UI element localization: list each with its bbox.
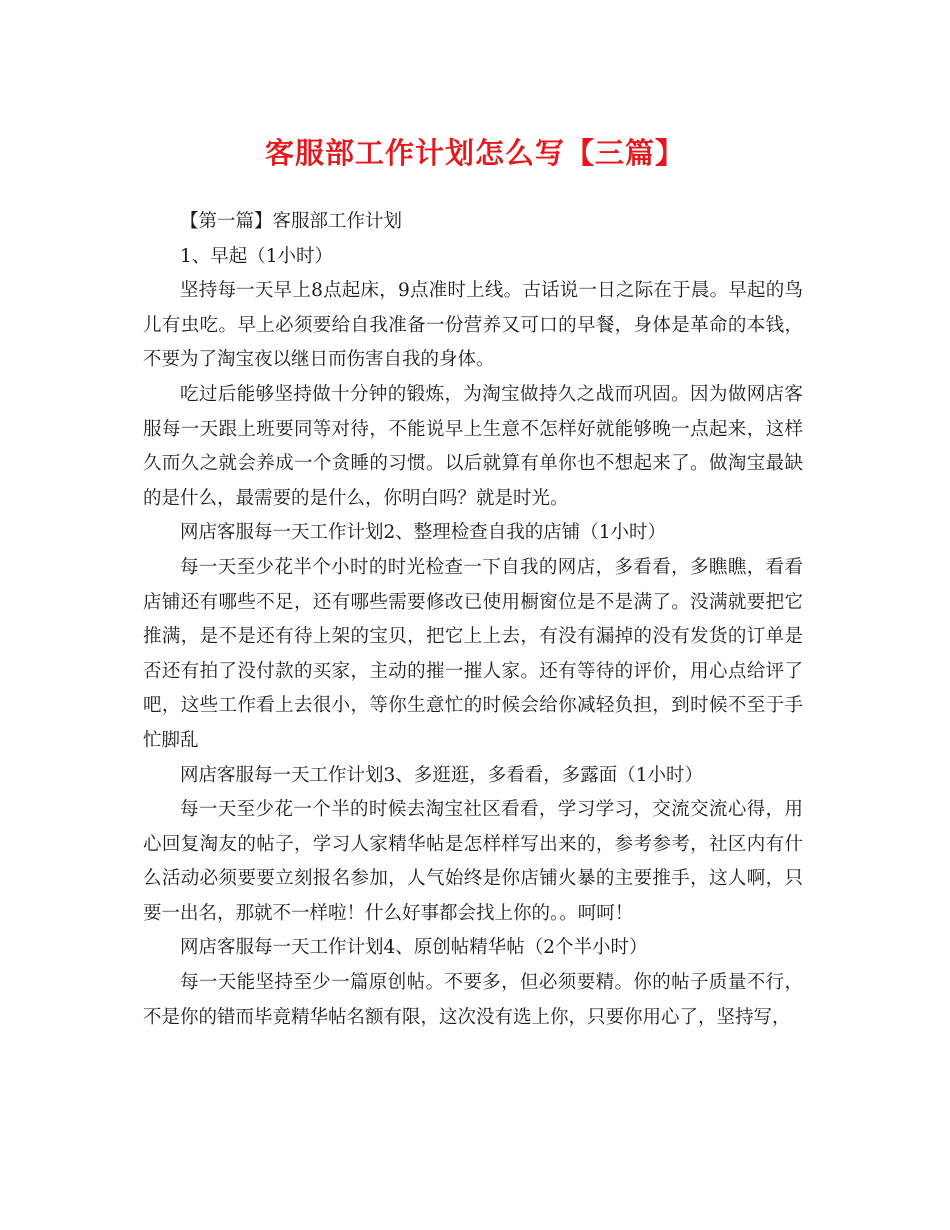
paragraph: 每一天至少花一个半的时候去淘宝社区看看，学习学习，交流交流心得，用心回复淘友的帖子，学习人家精华帖是怎样样写出来的，参考参考，社区内有什么活动必须要要立刻报名参加，人气始终是你店铺火暴的主要推手，这人啊，只要一出名，那就不一样啦！什么好事都会找上你的。。呵呵！ xyxy=(143,799,803,924)
document-title: 客服部工作计划怎么写【三篇】 xyxy=(264,136,685,170)
subheading: 网店客服每一天工作计划3、多逛逛，多看看，多露面（1小时） xyxy=(180,764,704,786)
paragraph: 吃过后能够坚持做十分钟的锻炼，为淘宝做持久之战而巩固。因为做网店客服每一天跟上班要同等对待，不能说早上生意不怎样好就能够晚一点起来，这样久而久之就会养成一个贪睡的习惯。以后就算有单你也不想起来了。做淘宝最缺的是什么，最需要的是什么，你明白吗？就是时光。 xyxy=(143,383,803,509)
subheading: 网店客服每一天工作计划4、原创帖精华帖（2个半小时） xyxy=(180,937,648,959)
paragraph: 坚持每一天早上8点起床，9点准时上线。古话说一日之际在于晨。早起的鸟儿有虫吃。早上必须要给自我准备一份营养又可口的早餐，身体是革命的本钱，不要为了淘宝夜以继日而伤害自我的身体。 xyxy=(143,280,803,371)
section-heading: 【第一篇】客服部工作计划 xyxy=(180,211,403,232)
subheading: 网店客服每一天工作计划2、整理检查自我的店铺（1小时） xyxy=(180,522,667,544)
paragraph: 每一天至少花半个小时的时光检查一下自我的网店，多看看，多瞧瞧，看看店铺还有哪些不足，还有哪些需要修改已使用橱窗位是不是满了。没满就要把它推满，是不是还有待上架的宝贝，把它上上去，有没有漏掉的没有发货的订单是否还有拍了没付款的买家，主动的摧一摧人家。还有等待的评价，用心点给评了吧，这些工作看上去很小，等你生意忙的时候会给你减轻负担，到时候不至于手忙脚乱 xyxy=(143,556,803,751)
subheading: 1、早起（1小时） xyxy=(180,245,334,267)
document-body xyxy=(143,205,803,1035)
paragraph: 每一天能坚持至少一篇原创帖。不要多，但必须要精。你的帖子质量不行，不是你的错而毕竟精华帖名额有限，这次没有选上你，只要你用心了，坚持写， xyxy=(143,972,803,1028)
